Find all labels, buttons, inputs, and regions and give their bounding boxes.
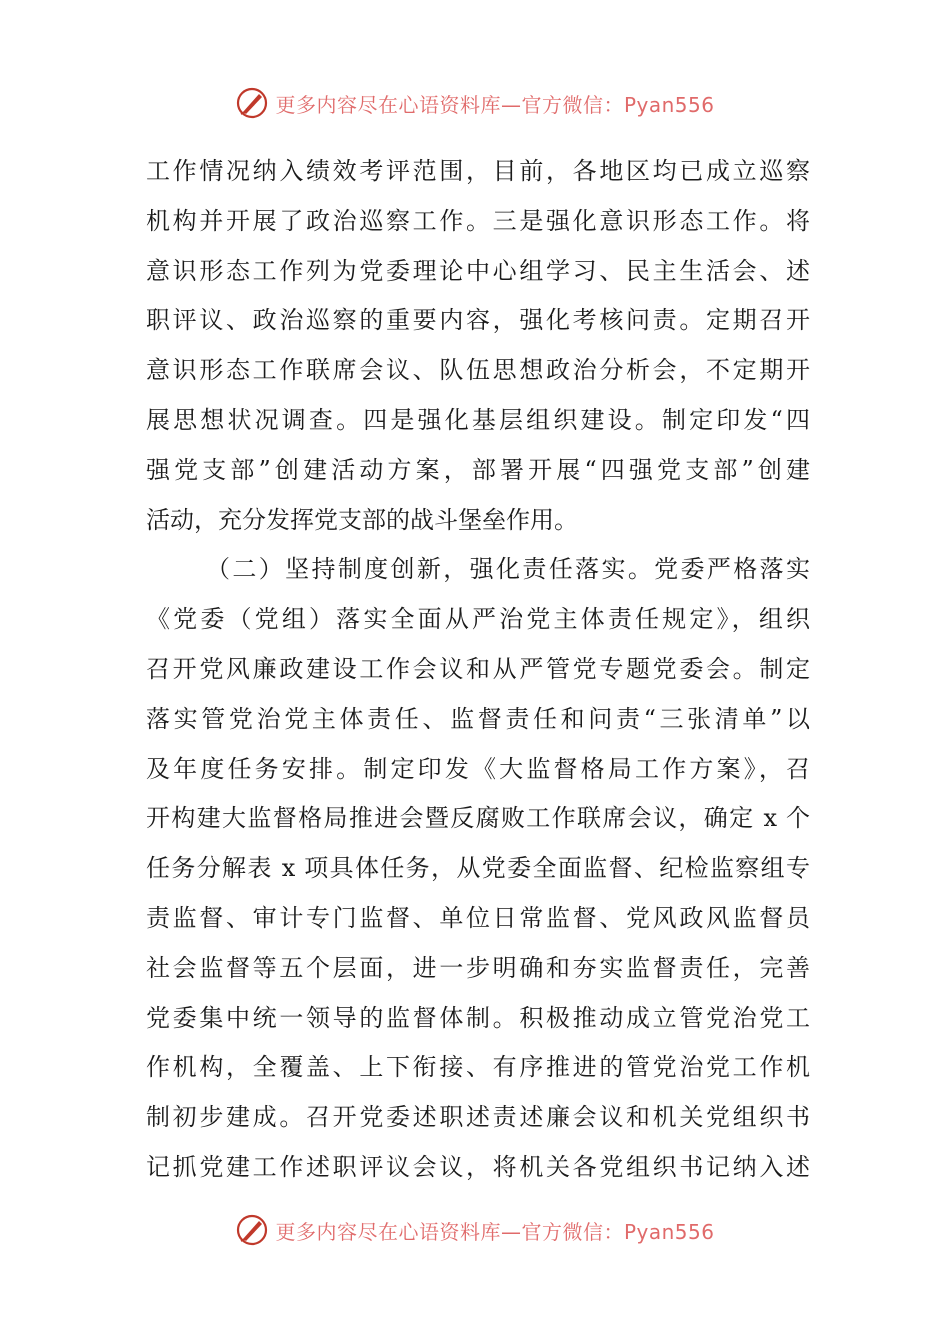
body-line-6: 展思想状况调查。四是强化基层组织建设。制定印发“四 — [146, 405, 810, 434]
quill-logo-icon — [235, 1213, 269, 1247]
footer-banner-text: 更多内容尽在心语资料库—官方微信：Pyan556 — [275, 1219, 715, 1244]
body-line-14: 开构建大监督格局推进会暨反腐败工作联席会议，确定 x 个 — [146, 804, 810, 833]
body-line-13: 及年度任务安排。制定印发《大监督格局工作方案》，召 — [146, 754, 810, 783]
body-line-9: （二）坚持制度创新，强化责任落实。党委严格落实 — [206, 555, 810, 584]
body-line-10: 《党委（党组）落实全面从严治党主体责任规定》，组织 — [146, 605, 810, 634]
body-line-4: 职评议、政治巡察的重要内容，强化考核问责。定期召开 — [146, 306, 810, 335]
body-line-2: 机构并开展了政治巡察工作。三是强化意识形态工作。将 — [146, 206, 810, 235]
header-banner-text: 更多内容尽在心语资料库—官方微信：Pyan556 — [275, 92, 715, 117]
body-line-20: 制初步建成。召开党委述职述责述廉会议和机关党组织书 — [146, 1103, 810, 1132]
header-watermark-banner — [0, 83, 950, 123]
body-line-19: 作机构，全覆盖、上下衔接、有序推进的管党治党工作机 — [146, 1053, 810, 1082]
body-line-7: 强党支部”创建活动方案，部署开展“四强党支部”创建 — [146, 455, 810, 484]
body-line-15: 任务分解表 x 项具体任务，从党委全面监督、纪检监察组专 — [146, 854, 810, 883]
body-line-3: 意识形态工作列为党委理论中心组学习、民主生活会、述 — [146, 256, 810, 285]
document-body — [146, 147, 810, 1193]
body-line-21: 记抓党建工作述职评议会议，将机关各党组织书记纳入述 — [146, 1152, 810, 1181]
body-line-1: 工作情况纳入绩效考评范围，目前，各地区均已成立巡察 — [146, 157, 810, 185]
body-line-12: 落实管党治党主体责任、监督责任和问责“三张清单”以 — [146, 704, 810, 733]
footer-watermark-banner — [0, 1210, 950, 1250]
body-line-5: 意识形态工作联席会议、队伍思想政治分析会，不定期开 — [146, 356, 810, 385]
quill-logo-icon — [235, 86, 269, 120]
body-line-16: 责监督、审计专门监督、单位日常监督、党风政风监督员 — [146, 903, 810, 932]
body-line-11: 召开党风廉政建设工作会议和从严管党专题党委会。制定 — [146, 654, 810, 683]
body-line-18: 党委集中统一领导的监督体制。积极推动成立管党治党工 — [146, 1003, 810, 1032]
body-line-8: 活动，充分发挥党支部的战斗堡垒作用。 — [146, 505, 578, 534]
body-line-17: 社会监督等五个层面，进一步明确和夯实监督责任，完善 — [146, 953, 810, 982]
